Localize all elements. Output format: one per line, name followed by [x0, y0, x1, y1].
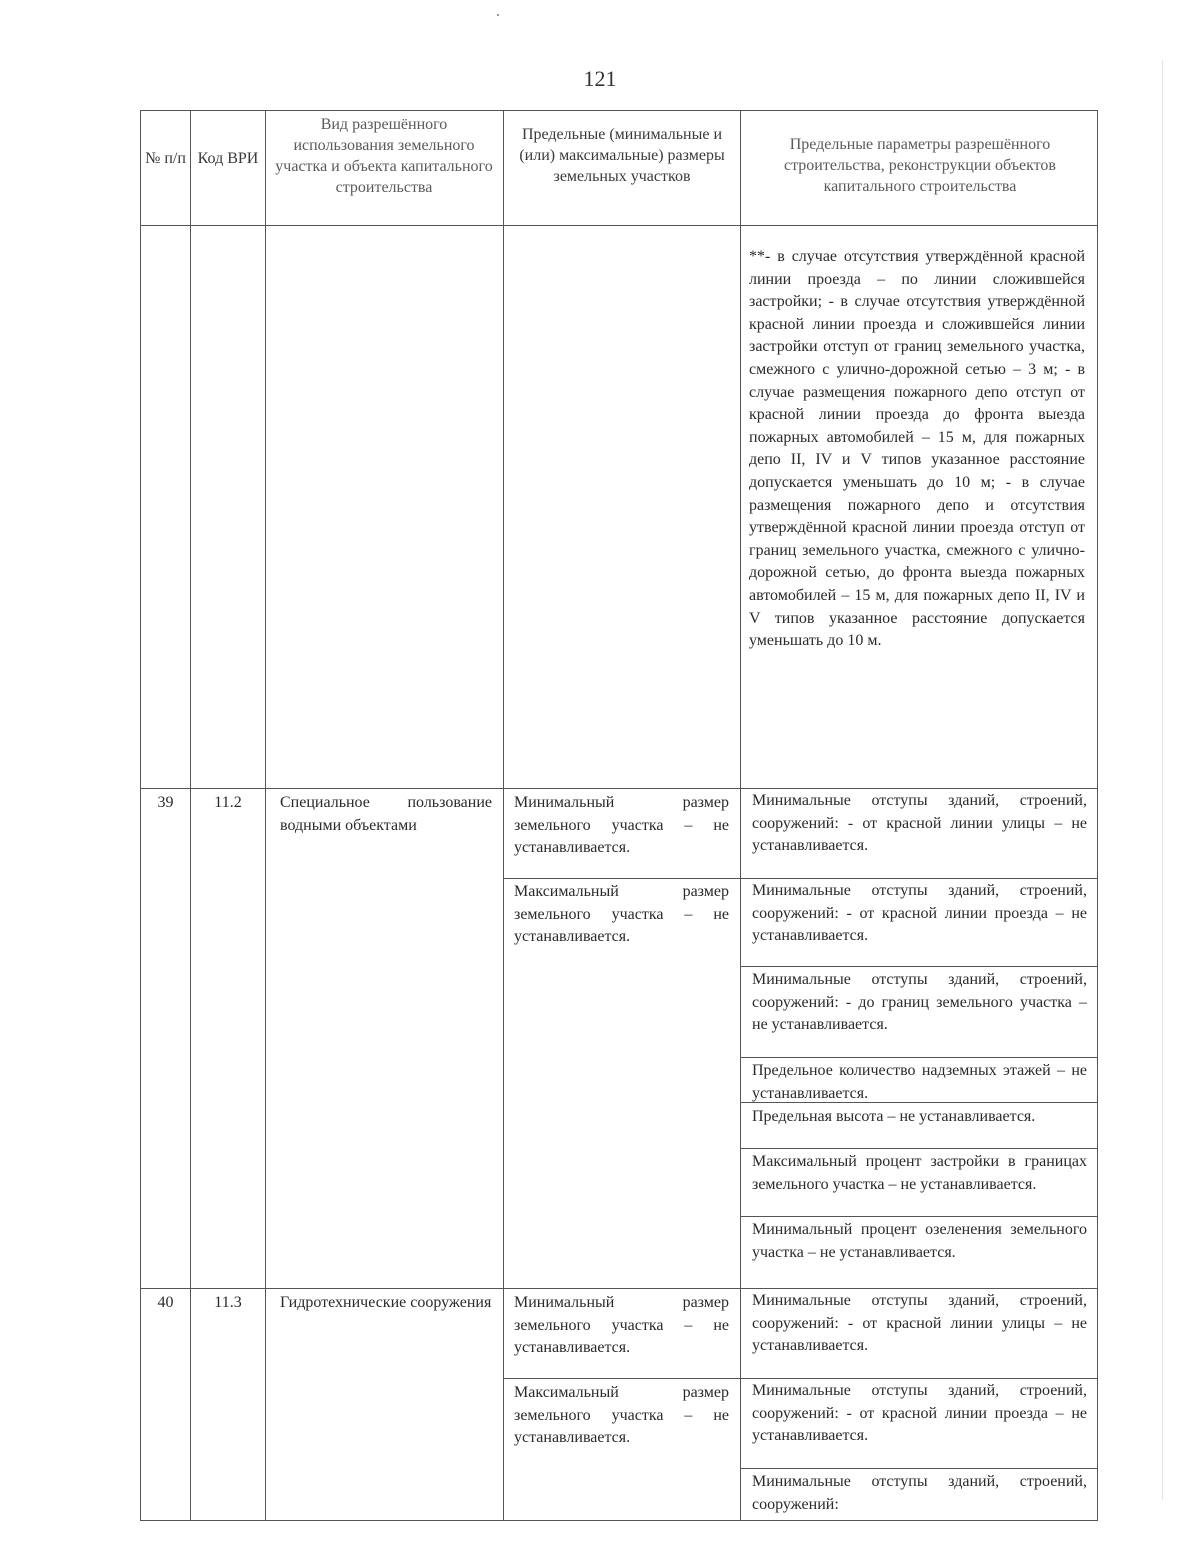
page-number: 121: [583, 66, 617, 91]
row40-plot-divider: [503, 1378, 740, 1379]
header-num: № п/п: [145, 150, 186, 167]
row39-param-divider-5: [740, 1148, 1097, 1149]
header-params: Предельные параметры разрешённого строительства, реконструкции объектов капитального строительства: [784, 136, 1056, 195]
row40-param-divider-2: [740, 1468, 1097, 1469]
row-divider-39: [140, 788, 1098, 789]
row40-max-plot: Максимальный размер земельного участка – не устанавливается.: [514, 1384, 729, 1447]
row40-param-divider-1: [740, 1378, 1097, 1379]
row40-param-1: Минимальные отступы зданий, строений, сооружений: - от красной линии улицы – не устанавливается.: [752, 1292, 1087, 1355]
row39-plot-divider: [503, 878, 740, 879]
row39-param-divider-1: [740, 878, 1097, 879]
header-divider: [140, 225, 1098, 226]
scan-mark: [497, 14, 499, 16]
row39-code: 11.2: [214, 794, 242, 811]
header-use-type: Вид разрешённого использования земельного участка и объекта капитального строительства: [275, 116, 493, 196]
col-divider-1: [190, 110, 191, 1520]
row40-param-3: Минимальные отступы зданий, строений, сооружений:: [752, 1473, 1087, 1513]
row39-name: Специальное пользование водными объектами: [280, 794, 492, 834]
row39-min-plot: Минимальный размер земельного участка – не устанавливается.: [514, 794, 729, 857]
row39-param-divider-6: [740, 1216, 1097, 1217]
col-divider-3: [503, 110, 504, 1520]
row39-param-7: Минимальный процент озеленения земельного участка – не устанавливается.: [752, 1221, 1087, 1261]
table-border-top: [140, 110, 1098, 111]
row39-param-4: Предельное количество надземных этажей – не устанавливается.: [752, 1062, 1087, 1102]
row39-param-2: Минимальные отступы зданий, строений, сооружений: - от красной линии проезда – не устанавливается.: [752, 882, 1087, 945]
row40-code: 11.3: [214, 1294, 242, 1311]
row39-num: 39: [157, 794, 174, 811]
scan-edge: [1162, 60, 1163, 1500]
col-divider-2: [265, 110, 266, 1520]
header-code: Код ВРИ: [197, 150, 259, 167]
row40-num: 40: [157, 1294, 174, 1311]
col-divider-4: [740, 110, 741, 1520]
row-divider-40: [140, 1288, 1098, 1289]
row40-min-plot: Минимальный размер земельного участка – не устанавливается.: [514, 1294, 729, 1357]
row39-param-3: Минимальные отступы зданий, строений, сооружений: - до границ земельного участка – не устанавливается.: [752, 971, 1087, 1034]
table-border-right: [1097, 110, 1098, 1520]
row39-param-5: Предельная высота – не устанавливается.: [752, 1108, 1036, 1125]
row39-param-1: Минимальные отступы зданий, строений, сооружений: - от красной линии улицы – не устанавливается.: [752, 792, 1087, 855]
row39-max-plot: Максимальный размер земельного участка – не устанавливается.: [514, 883, 729, 946]
continuation-text: **- в случае отсутствия утверждённой красной линии проезда – по линии сложившейся застройки; - в случае отсутствия утверждённой красной линии проезда и сложившейся линии застройки отступ от границ земельного участка, смежного с улично-дорожной сетью – 3 м; - в случае размещения пожарного депо отступ от красной линии проезда до фронта выезда пожарных автомобилей – 15 м, для пожарных депо II, IV и V типов указанное расстояние допускается уменьшать до 10 м; - в случае размещения пожарного депо и отсутствия утверждённой красной линии проезда отступ от границ земельного участка, смежного с улично-дорожной сетью, до фронта выезда пожарных автомобилей – 15 м, для пожарных депо II, IV и V типов указанное расстояние допускается уменьшать до 10 м.: [749, 248, 1085, 650]
header-plot-sizes: Предельные (минимальные и (или) максимальные) размеры земельных участков: [519, 126, 725, 185]
table-border-bottom: [140, 1520, 1098, 1521]
row40-name: Гидротехнические сооружения: [280, 1294, 492, 1311]
table-border-left: [140, 110, 141, 1520]
row39-param-divider-2: [740, 966, 1097, 967]
row40-param-2: Минимальные отступы зданий, строений, сооружений: - от красной линии проезда – не устанавливается.: [752, 1382, 1087, 1445]
row39-param-6: Максимальный процент застройки в границах земельного участка – не устанавливается.: [752, 1153, 1087, 1193]
row39-param-divider-3: [740, 1057, 1097, 1058]
